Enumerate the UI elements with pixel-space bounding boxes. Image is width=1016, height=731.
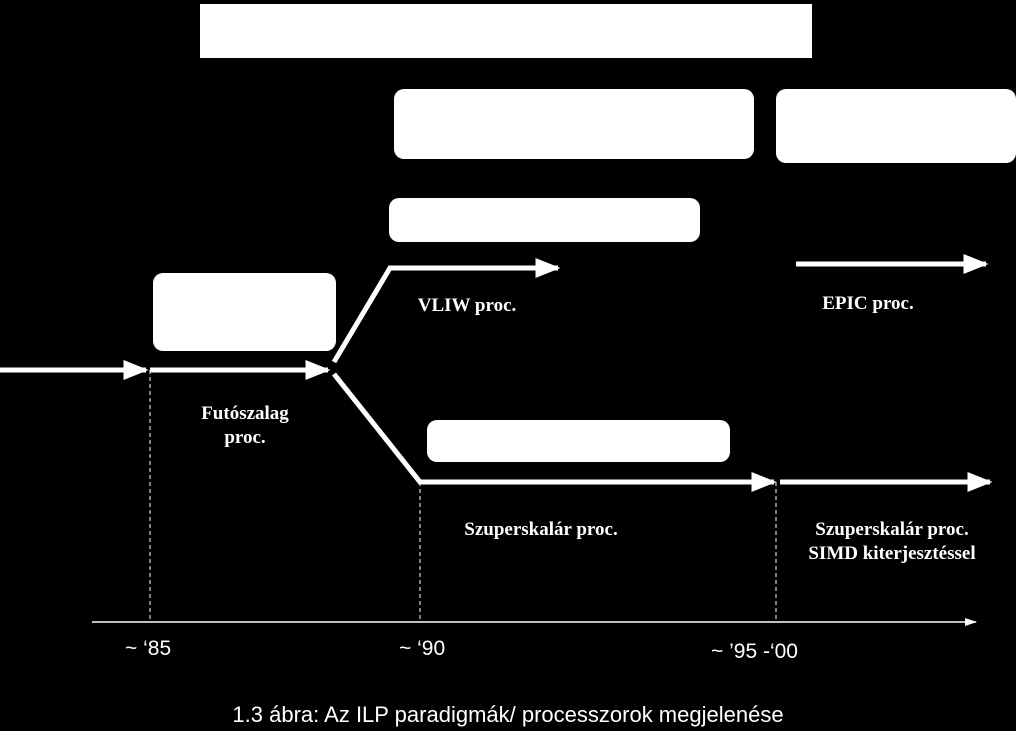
superscalar-label: Szuperskalár proc. xyxy=(464,519,618,540)
epic-label: EPIC proc. xyxy=(822,293,914,314)
superscalar-simd-label: Szuperskalár proc. SIMD kiterjesztéssel xyxy=(808,519,976,564)
vliw-label: VLIW proc. xyxy=(417,295,517,316)
figure-caption: 1.3 ábra: Az ILP paradigmák/ processzorok megjelenése xyxy=(232,702,784,727)
tick-95-00: ~ ’95 -‘00 xyxy=(711,640,798,663)
tick-85: ~ ‘85 xyxy=(125,637,172,660)
tick-90: ~ ‘90 xyxy=(399,637,446,660)
pipeline-label: Futószalag proc. xyxy=(201,403,289,448)
superscalar-branch-arrow xyxy=(334,374,774,482)
